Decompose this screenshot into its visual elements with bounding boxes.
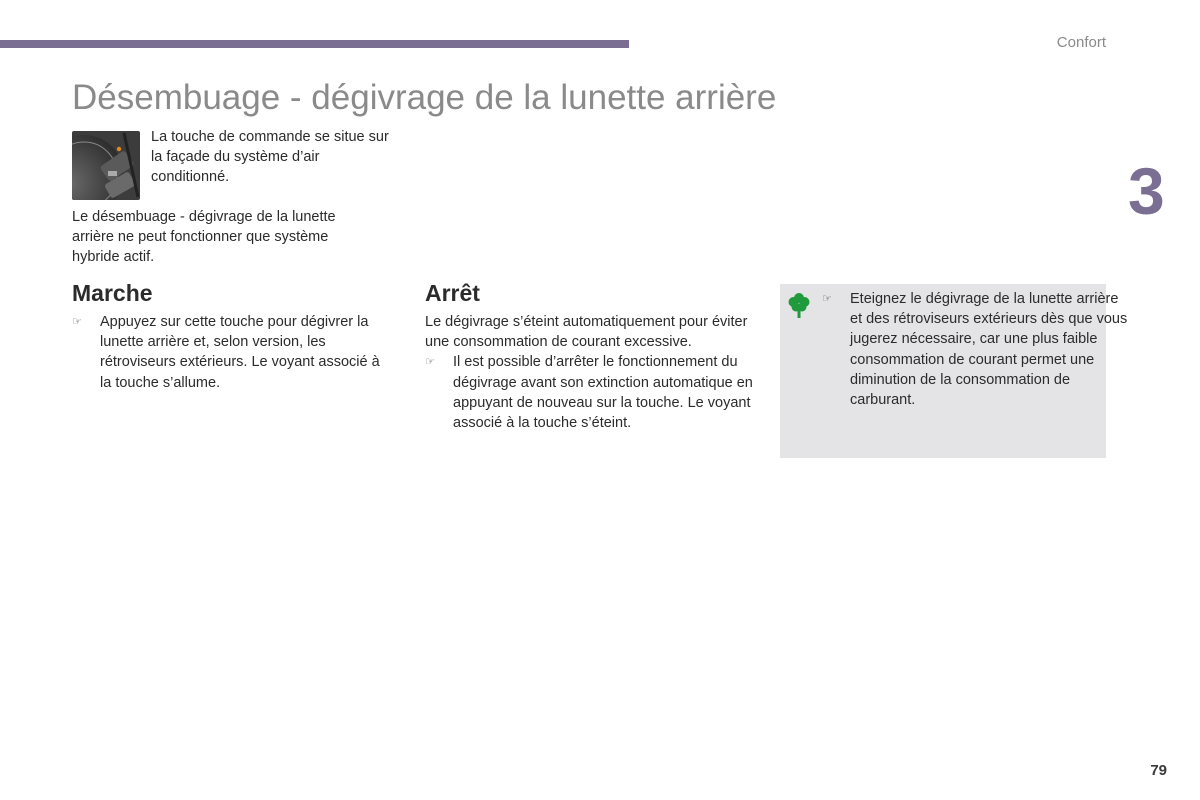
marche-bullet-text: Appuyez sur cette touche pour dégivrer la lunette arrière et, selon version, les rétroviseurs extérieurs. Le voyant associé à la touche s’allume. [100, 314, 380, 391]
chapter-number: 3 [1128, 154, 1165, 228]
pointing-hand-icon: ☞ [425, 356, 435, 369]
pointing-hand-icon: ☞ [822, 293, 832, 305]
section-label: Confort [1056, 34, 1106, 51]
intro-note: Le désembuage - dégivrage de la lunette arrière ne peut fonctionner que système hybride actif. [72, 209, 336, 266]
photo-caption: La touche de commande se situe sur la façade du système d’air conditionné. [151, 129, 389, 186]
pointing-hand-icon: ☞ [72, 316, 82, 328]
page-title: Désembuage - dégivrage de la lunette arrière [72, 78, 777, 117]
list-item [425, 352, 760, 433]
header-accent-bar [0, 40, 629, 48]
eco-tree-icon [788, 292, 810, 318]
eco-tip-text: Eteignez le dégivrage de la lunette arrière et des rétroviseurs extérieurs dès que vous jugerez nécessaire, car une plus faible consommation de courant permet une diminution de la consommation de carburant. [850, 291, 1128, 409]
eco-tip-text-block [822, 289, 1130, 410]
arret-heading: Arrêt [425, 280, 480, 306]
eco-tip-box [780, 284, 1128, 458]
page-number: 79 [1150, 762, 1167, 779]
marche-section [72, 312, 390, 393]
list-item [72, 312, 390, 393]
arret-intro-text: Le dégivrage s’éteint automatiquement pour éviter une consommation de courant excessive. [425, 314, 748, 351]
marche-heading: Marche [72, 280, 153, 306]
arret-bullet-text: Il est possible d’arrêter le fonctionnement du dégivrage avant son extinction automatique en appuyant de nouveau sur la touche. Le voyant associé à la touche s’éteint. [453, 354, 753, 432]
rear-window-defrost-button-photo [72, 131, 140, 200]
arret-section [425, 312, 760, 433]
